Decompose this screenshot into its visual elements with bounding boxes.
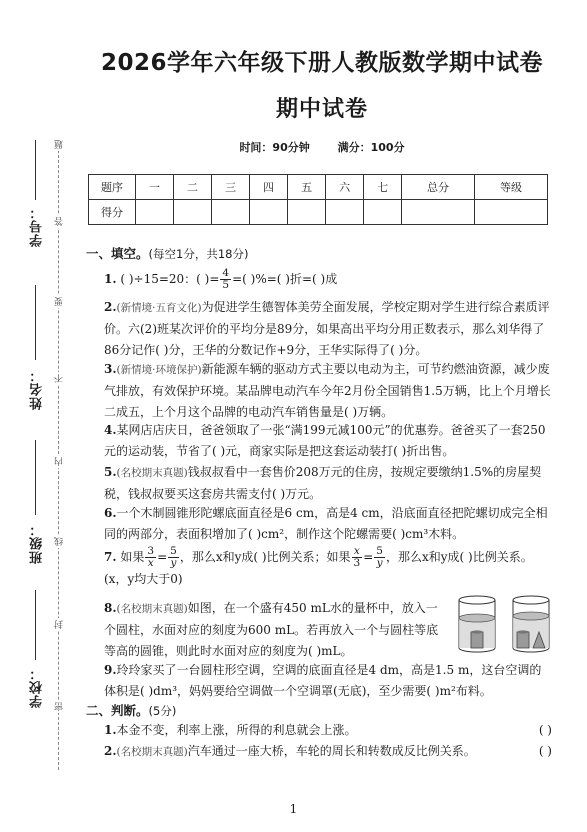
- question-8: [104, 598, 449, 662]
- question-number: 1.: [104, 723, 117, 737]
- fraction-numerator: x: [352, 546, 363, 558]
- section-points: (5分): [148, 704, 177, 718]
- question-text: 如图，在一个盛有450 mL水的量杯中，放入一个圆柱，水面对应的刻度为600 mL。若再放入一个与圆柱等底等高的圆锥，则此时水面对应的刻度为( )mL。: [104, 601, 439, 658]
- cup-with-cylinder: [459, 596, 495, 652]
- seal-char: 线: [55, 537, 65, 546]
- score-cell[interactable]: [174, 200, 212, 225]
- score-table-header-row: [89, 175, 548, 200]
- question-text: 本金不变，利率上涨，所得的利息就会上涨。: [116, 723, 357, 737]
- class-label: 班级：: [30, 522, 45, 564]
- equals-sign: =: [363, 550, 374, 564]
- seal-char: 要: [55, 297, 65, 306]
- student-id-line[interactable]: [35, 140, 36, 200]
- fraction-denominator: 5: [222, 279, 230, 291]
- section-title: 一、填空。: [86, 246, 149, 261]
- question-number: 5.: [104, 465, 117, 479]
- fraction-denominator: y: [170, 557, 177, 569]
- fraction-numerator: 4: [222, 267, 230, 279]
- question-note: (x，y均大于0): [104, 572, 183, 586]
- question-number: 1.: [104, 272, 117, 286]
- score-cell[interactable]: [136, 200, 174, 225]
- student-id-label: 学号：: [30, 205, 45, 247]
- answer-paren[interactable]: ( ): [538, 723, 552, 737]
- seal-char: 密: [55, 702, 65, 711]
- seal-char: 题: [55, 140, 65, 149]
- fraction-numerator: 3: [147, 545, 155, 557]
- section-title: 二、判断。: [86, 703, 149, 718]
- question-6: [104, 503, 552, 545]
- question-tag: (新情境·环境保护): [116, 364, 202, 376]
- score-cell[interactable]: [475, 200, 548, 225]
- question-number: 8.: [104, 601, 117, 615]
- fraction-denominator: y: [376, 557, 383, 569]
- score-table: [88, 174, 548, 225]
- score-table-row-label: 题序: [89, 175, 136, 200]
- section-heading: [86, 701, 176, 719]
- score-col-header: 六: [326, 175, 364, 200]
- question-2: [104, 297, 552, 361]
- score-col-header: 一: [136, 175, 174, 200]
- score-cell[interactable]: [402, 200, 475, 225]
- question-tag: (名校期末真题): [116, 603, 188, 615]
- question-text: 钱叔叔看中一套售价208万元的住房，按规定要缴纳1.5%的房屋契税，钱叔叔要买这套房共需支付( )万元。: [104, 465, 542, 501]
- cup-with-cylinder-and-cone: [513, 596, 549, 652]
- score-col-header: 二: [174, 175, 212, 200]
- section-points: (每空1分，共18分): [148, 247, 249, 261]
- question-3: [104, 359, 552, 423]
- score-cell[interactable]: [326, 200, 364, 225]
- question-text: 某网店店庆日，爸爸领取了一张“满199元减100元”的优惠券。爸爸买了一套250元的运动装，节省了( )元，商家实际是把这套运动装打( )折出售。: [104, 423, 546, 458]
- question-tag: (新情境·五育文化): [116, 302, 202, 314]
- name-label: 姓名：: [30, 368, 45, 410]
- question-text: 如果: [120, 550, 145, 564]
- school-line[interactable]: [35, 590, 36, 660]
- question-7: [104, 546, 552, 590]
- page-number: 1: [289, 802, 298, 816]
- score-cell[interactable]: [250, 200, 288, 225]
- exam-meta: [82, 139, 562, 155]
- class-line[interactable]: [35, 440, 36, 515]
- question-number: 2.: [104, 300, 117, 314]
- exam-time: 时间：90分钟: [239, 141, 310, 154]
- question-number: 2.: [104, 744, 117, 758]
- seal-char: 不: [55, 374, 65, 383]
- measuring-cups-figure: [455, 594, 555, 656]
- question-text: =( )%=( )折=( )成: [232, 272, 338, 286]
- question-number: 4.: [104, 423, 117, 437]
- question-tag: (名校期末真题): [116, 467, 188, 479]
- score-table-row-label: 得分: [89, 200, 136, 225]
- question-text: 一个木制圆锥形陀螺底面直径是6 cm，高是4 cm，沿底面直径把陀螺切成完全相同的两部分，表面积增加了( )cm²，制作这个陀螺需要( )cm³木料。: [104, 506, 548, 541]
- fraction: [145, 546, 156, 569]
- fraction: [168, 546, 179, 569]
- question-text: 新能源车辆的驱动方式主要以电动为主，可节约燃油资源，减少废气排放，有效保护环境。某品牌电动汽车今年2月份全国销售1.5万辆，比上个月增长二成五，上个月这个品牌的电动汽车销售量是( )万辆。: [104, 362, 551, 419]
- question-1: [104, 268, 552, 291]
- score-cell[interactable]: [212, 200, 250, 225]
- score-col-header: 七: [364, 175, 402, 200]
- question-4: [104, 420, 552, 462]
- score-col-header: 总分: [402, 175, 475, 200]
- judge-question-1: [104, 720, 552, 741]
- seal-char: 封: [55, 620, 65, 629]
- question-text: 汽车通过一座大桥，车轮的周长和转数成反比例关系。: [187, 744, 476, 758]
- judge-question-2: [104, 741, 552, 763]
- question-5: [104, 462, 552, 505]
- fraction-numerator: 5: [376, 545, 383, 557]
- question-text: 为促进学生德智体美劳全面发展，学校定期对学生进行综合素质评价。六(2)班某次评价的平均分是89分，如果高出平均分用正数表示，那么刘华得了86分记作( )分，王华的分数记作+9分，王华实际得了( )分。: [104, 300, 550, 357]
- question-text: 玲玲家买了一台圆柱形空调，空调的底面直径是4 dm，高是1.5 m，这台空调的体积是( )dm³，妈妈要给空调做一个空调罩(无底)，至少需要( )m²布料。: [104, 663, 542, 698]
- exam-subtitle: 期中试卷: [275, 97, 368, 122]
- score-cell[interactable]: [364, 200, 402, 225]
- question-number: 6.: [104, 506, 117, 520]
- question-9: [104, 660, 552, 702]
- fraction: [374, 546, 385, 569]
- score-col-header: 四: [250, 175, 288, 200]
- question-number: 7.: [104, 550, 117, 564]
- question-text: ，那么x和y成( )比例关系；如果: [179, 550, 351, 564]
- school-label: 学校：: [30, 666, 45, 708]
- fraction-denominator: 3: [353, 557, 361, 569]
- question-text: ( )÷15=20：( )=: [120, 272, 220, 286]
- binding-margin: [0, 0, 78, 832]
- fraction-denominator: x: [147, 557, 154, 569]
- score-col-header: 三: [212, 175, 250, 200]
- exam-full-score: 满分：100分: [337, 141, 405, 154]
- score-table-score-row: [89, 200, 548, 225]
- section-heading: [86, 244, 248, 262]
- fraction: [220, 268, 231, 291]
- seal-char: 内: [55, 457, 65, 466]
- question-tag: (名校期末真题): [116, 746, 188, 758]
- name-line[interactable]: [35, 285, 36, 360]
- question-number: 3.: [104, 362, 117, 376]
- score-col-header: 等级: [475, 175, 548, 200]
- seal-char: 答: [55, 217, 65, 226]
- equals-sign: =: [157, 550, 168, 564]
- exam-title: 2026学年六年级下册人教版数学期中试卷: [100, 50, 543, 76]
- answer-paren[interactable]: ( ): [538, 744, 552, 758]
- question-text: ，那么x和y成( )比例关系。: [385, 550, 533, 564]
- fraction: [352, 546, 363, 569]
- score-cell[interactable]: [288, 200, 326, 225]
- fraction-numerator: 5: [170, 545, 177, 557]
- score-col-header: 五: [288, 175, 326, 200]
- question-number: 9.: [104, 663, 117, 677]
